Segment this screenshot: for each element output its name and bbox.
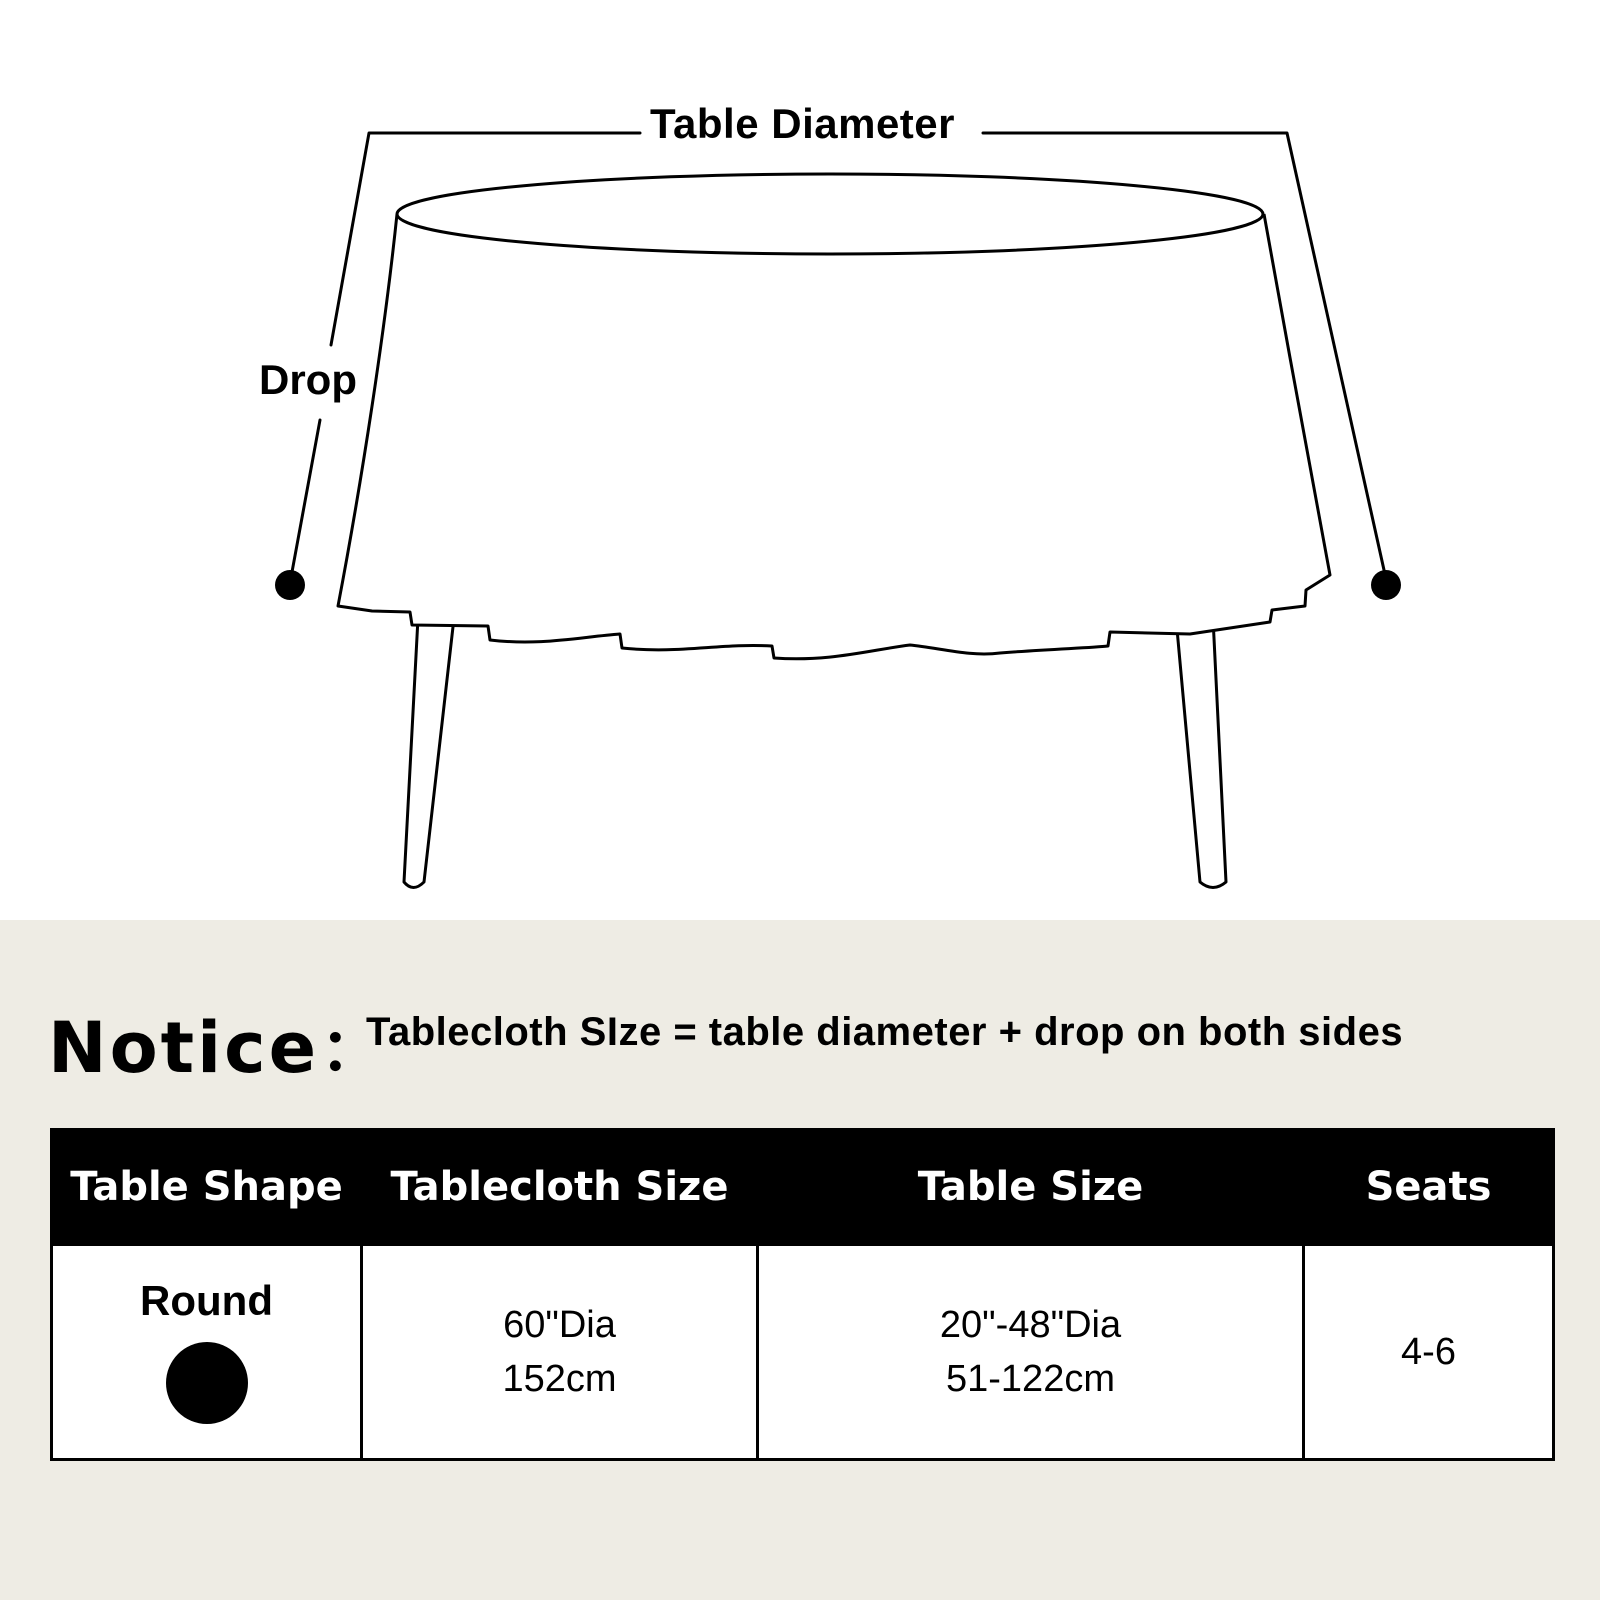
cell-seats: 4-6	[1304, 1245, 1554, 1460]
tablecloth-body	[338, 214, 1330, 659]
left-leg	[404, 618, 454, 888]
table-row	[52, 1245, 1554, 1460]
left-drop-marker	[275, 570, 305, 600]
cell-tablecloth-size	[362, 1245, 758, 1460]
notice-text: Tablecloth SIze = table diameter + drop on both sides	[366, 1010, 1404, 1054]
header-table-size: Table Size	[758, 1130, 1304, 1245]
diameter-label: Table Diameter	[650, 100, 955, 147]
notice-title: Notice：	[48, 1007, 393, 1089]
cell-table-size	[758, 1245, 1304, 1460]
header-seats: Seats	[1304, 1130, 1554, 1245]
drop-label: Drop	[259, 356, 357, 403]
right-leg	[1176, 618, 1226, 888]
right-drop-marker	[1371, 570, 1401, 600]
round-shape-icon	[166, 1342, 248, 1424]
table-size-cm: 51-122cm	[946, 1358, 1115, 1400]
shape-name: Round	[140, 1277, 273, 1324]
cell-table-shape	[52, 1245, 362, 1460]
table-header-row	[52, 1130, 1554, 1245]
header-tablecloth-size: Tablecloth Size	[362, 1130, 758, 1245]
size-table	[50, 1128, 1555, 1461]
tablecloth-size-inches: 60"Dia	[503, 1304, 616, 1346]
info-panel	[0, 920, 1600, 1600]
tablecloth-size-cm: 152cm	[502, 1358, 617, 1400]
table-size-inches: 20"-48"Dia	[939, 1304, 1122, 1346]
header-table-shape: Table Shape	[52, 1130, 362, 1245]
tablecloth-top	[397, 174, 1263, 254]
